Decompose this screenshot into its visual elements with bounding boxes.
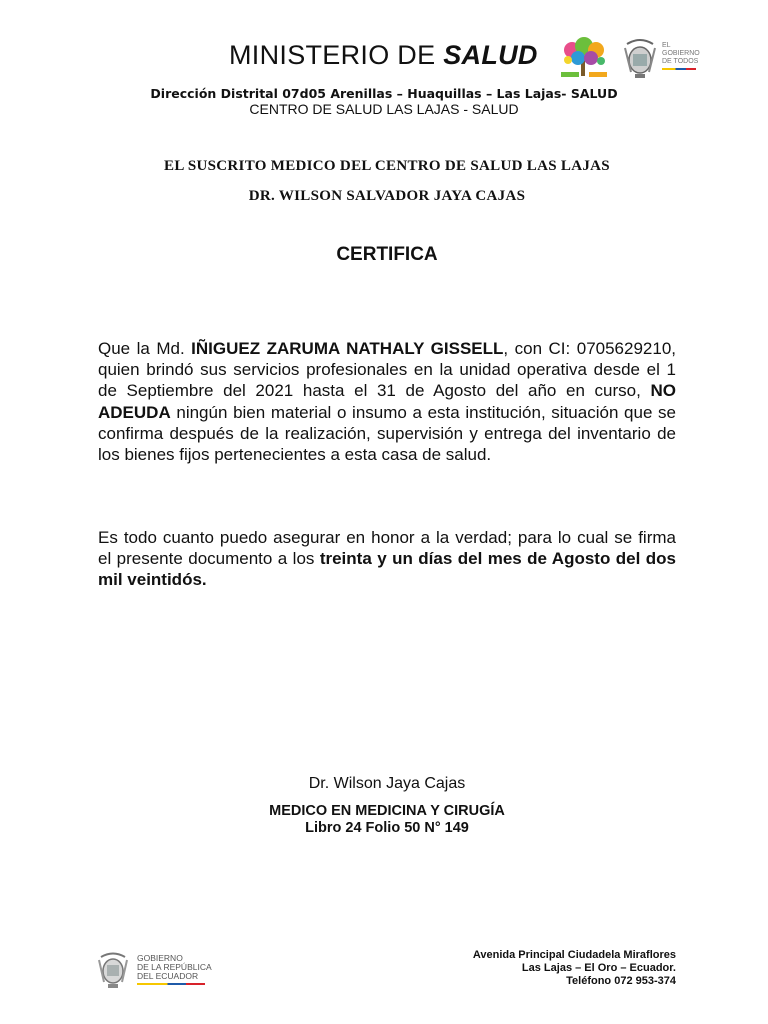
closing-paragraph [98, 527, 676, 591]
signer-registry: Libro 24 Folio 50 N° 149 [305, 820, 469, 836]
gov-logo-line: EL [662, 42, 671, 49]
coat-of-arms-icon [621, 38, 659, 80]
p1-person-name: IÑIGUEZ ZARUMA NATHALY GISSELL [191, 339, 504, 358]
p1-text-c: ningún bien material o insumo a esta institución, situación que se confirma después de la realización, supervisión y entrega del inventario de los bienes fijos pertenecientes a esta casa de salud. [98, 402, 676, 465]
footer-gov-line: GOBIERNO [137, 953, 183, 963]
signer-name: Dr. Wilson Jaya Cajas [308, 775, 466, 792]
ministry-prefix: MINISTERIO DE [229, 40, 436, 70]
footer-flag-bar [137, 983, 205, 985]
flag-color-bar [662, 68, 696, 70]
ministry-emphasis: SALUD [443, 40, 538, 70]
certification-paragraph [98, 338, 676, 465]
footer-gov-text [137, 954, 212, 985]
signer-title: MEDICO EN MEDICINA Y CIRUGÍA [269, 803, 505, 819]
phone-line: Teléfono 072 953-374 [566, 975, 676, 987]
district-direction: Dirección Distrital 07d05 Arenillas – Huaquillas – Las Lajas- SALUD [150, 86, 618, 101]
footer-coat-of-arms-icon [96, 951, 130, 989]
doctor-name-line: DR. WILSON SALVADOR JAYA CAJAS [248, 188, 526, 204]
gov-logo-text [662, 42, 712, 70]
p1-text-b: , con CI: 0705629210, quien brindó sus servicios profesionales en la unidad operativa desde el 1 de Septiembre del 2021 hasta el 31 de Agosto del año en curso, [98, 339, 677, 401]
footer-address [420, 949, 676, 988]
health-center-name: CENTRO DE SALUD LAS LAJAS - SALUD [249, 101, 519, 117]
gov-logo-line: DE TODOS [662, 58, 699, 65]
undersigned-line: EL SUSCRITO MEDICO DEL CENTRO DE SALUD LAS LAJAS [164, 158, 610, 174]
address-line: Las Lajas – El Oro – Ecuador. [521, 962, 676, 974]
p2-text-a: Es todo cuanto puedo asegurar en honor a la verdad; para lo cual se firma el presente documento a los [98, 528, 676, 569]
footer-gov-line: DEL ECUADOR [137, 971, 199, 981]
tree-logo-icon [558, 36, 610, 80]
document-title: CERTIFICA [336, 244, 438, 265]
address-line: Avenida Principal Ciudadela Miraflores [472, 949, 676, 961]
p1-text-a: Que la Md. [98, 339, 192, 358]
gov-logo-line: GOBIERNO [662, 50, 700, 57]
footer-gov-line: DE LA REPÚBLICA [137, 962, 212, 972]
p2-date: treinta y un días del mes de Agosto del dos mil veintidós. [98, 549, 676, 590]
p1-no-debt: NO ADEUDA [98, 381, 676, 422]
ministry-title [229, 40, 538, 71]
